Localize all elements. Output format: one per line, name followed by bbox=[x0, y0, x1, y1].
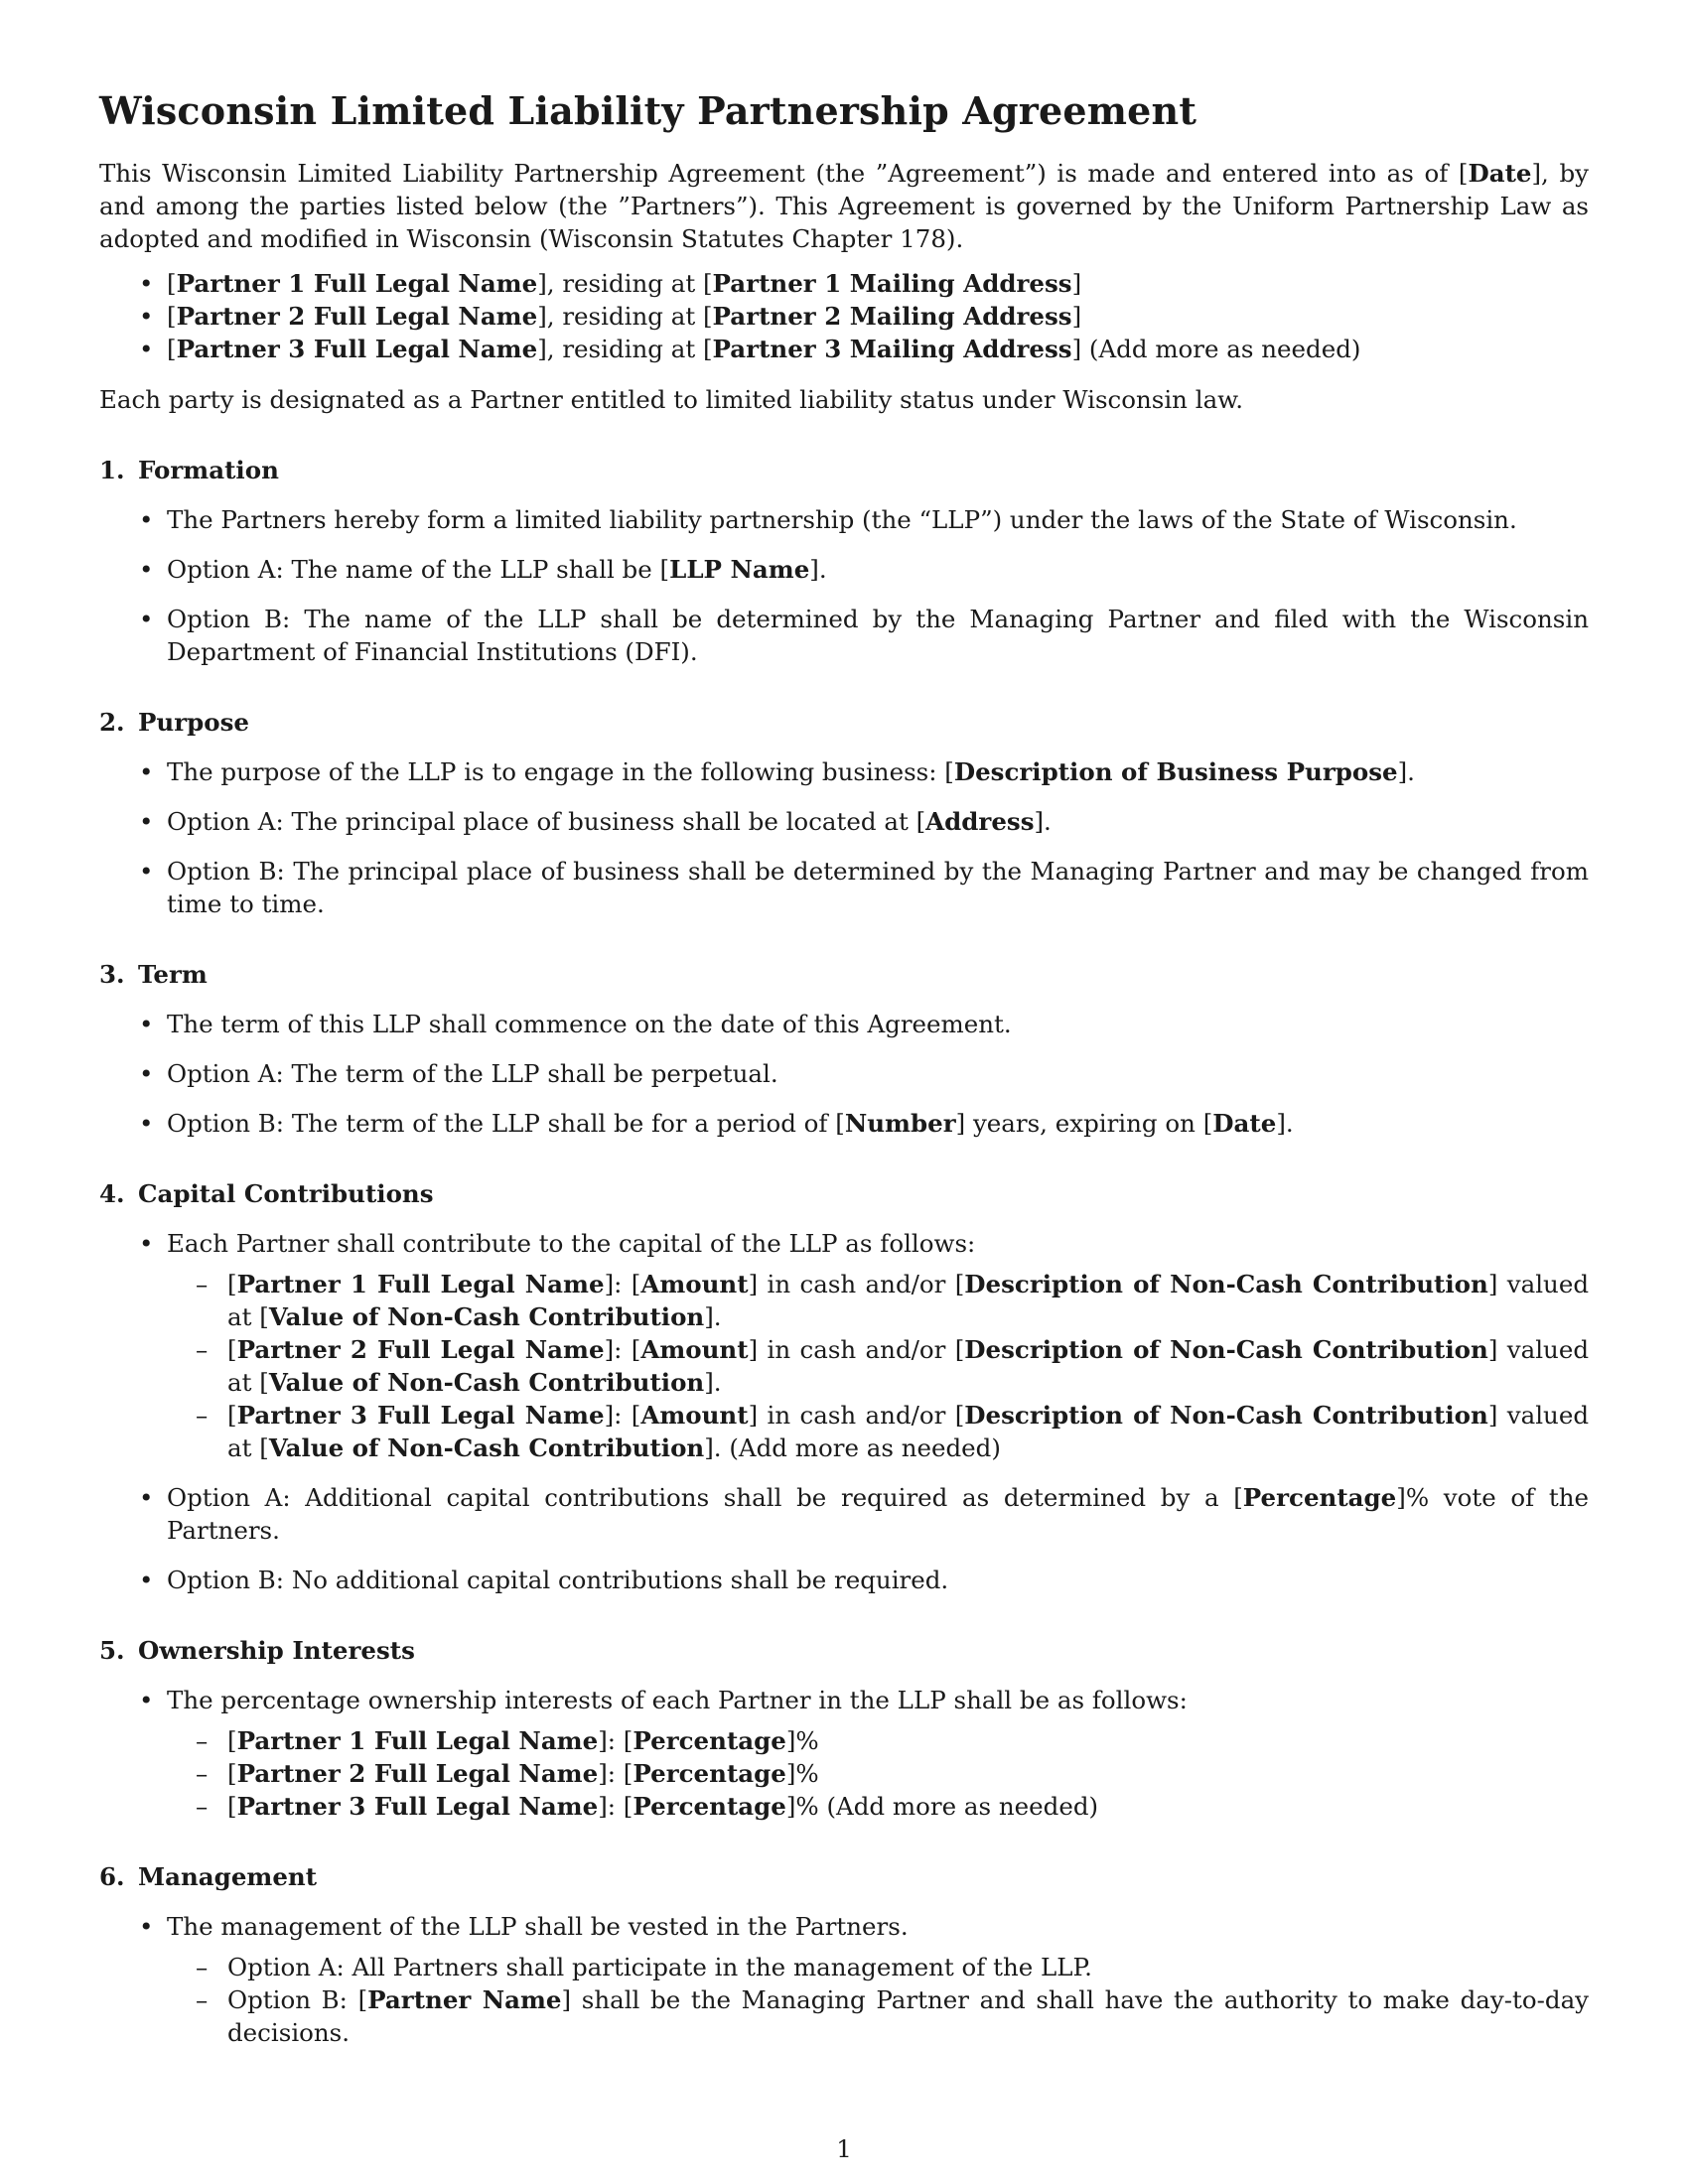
date-placeholder: Date bbox=[1468, 159, 1532, 188]
list-item: • Option A: The name of the LLP shall be [LLP Name]. bbox=[99, 553, 1589, 586]
list-item: • Option B: The name of the LLP shall be determined by the Managing Partner and filed with the Wisconsin Department of Financial Institutions (DFI). bbox=[99, 603, 1589, 668]
sub-list-item: – [Partner 1 Full Legal Name]: [Amount] in cash and/or [Description of Non-Cash Contribution] valued at [Value of Non-Cash Contribution]. bbox=[99, 1268, 1589, 1333]
section-heading: 3. Term bbox=[99, 960, 208, 989]
management-options-list bbox=[167, 1951, 1589, 2049]
list-item: • The purpose of the LLP is to engage in the following business: [Description of Business Purpose]. bbox=[99, 755, 1589, 788]
section-formation bbox=[99, 454, 1589, 668]
list-item: • Option B: No additional capital contributions shall be required. bbox=[99, 1564, 1589, 1596]
section-management bbox=[99, 1860, 1589, 2049]
sub-list-item: – [Partner 1 Full Legal Name]: [Percentage]% bbox=[99, 1724, 1589, 1757]
document-page bbox=[99, 87, 1589, 2087]
sub-list-item: – [Partner 3 Full Legal Name]: [Percentage]% (Add more as needed) bbox=[99, 1790, 1589, 1823]
list-item: • Each Partner shall contribute to the capital of the LLP as follows: – [Partner 1 Full Legal Name]: [Amount] in cash and/or [Description of Non-Cash Contribution] valued at [Value of Non-Cash Contribution]. – [Partner 2 Full Legal Name]: [Amount] in cash and/or [Description of Non-Cash Contribution] valued at [Value of Non-Cash Contribution]. – [Partner 3 Full Legal Name]: [Amount] in cash and/or [Description of Non-Cash Contribution] valued at [Value of Non-Cash Contribution]. (Add more as needed) bbox=[99, 1227, 1589, 1464]
page-number: 1 bbox=[836, 2134, 852, 2163]
list-item: • The Partners hereby form a limited liability partnership (the “LLP”) under the laws of the State of Wisconsin. bbox=[99, 503, 1589, 536]
contribution-list bbox=[167, 1268, 1589, 1464]
partner-list bbox=[99, 267, 1589, 365]
sub-list-item: – [Partner 2 Full Legal Name]: [Percentage]% bbox=[99, 1757, 1589, 1790]
list-item: • [Partner 2 Full Legal Name], residing at [Partner 2 Mailing Address] bbox=[99, 300, 1589, 333]
list-item: • The percentage ownership interests of each Partner in the LLP shall be as follows: – [Partner 1 Full Legal Name]: [Percentage]% – [Partner 2 Full Legal Name]: [Percentage]% – [Partner 3 Full Legal Name]: [Percentage]% (Add more as needed) bbox=[99, 1684, 1589, 1823]
sub-list-item: – Option B: [Partner Name] shall be the Managing Partner and shall have the authority to make day-to-day decisions. bbox=[99, 1983, 1589, 2049]
list-item: • Option B: The principal place of business shall be determined by the Managing Partner and may be changed from time to time. bbox=[99, 855, 1589, 920]
ownership-list bbox=[167, 1724, 1589, 1823]
list-item: • Option A: The term of the LLP shall be perpetual. bbox=[99, 1057, 1589, 1090]
list-item: • Option A: The principal place of business shall be located at [Address]. bbox=[99, 805, 1589, 838]
sub-list-item: – [Partner 3 Full Legal Name]: [Amount] in cash and/or [Description of Non-Cash Contribution] valued at [Value of Non-Cash Contribution]. (Add more as needed) bbox=[99, 1399, 1589, 1464]
list-item: • [Partner 3 Full Legal Name], residing at [Partner 3 Mailing Address] (Add more as needed) bbox=[99, 333, 1589, 365]
list-item: • Option B: The term of the LLP shall be for a period of [Number] years, expiring on [Date]. bbox=[99, 1107, 1589, 1140]
document-title: Wisconsin Limited Liability Partnership Agreement bbox=[99, 88, 1197, 133]
section-heading: 6. Management bbox=[99, 1862, 318, 1891]
list-item: • [Partner 1 Full Legal Name], residing at [Partner 1 Mailing Address] bbox=[99, 267, 1589, 300]
section-purpose bbox=[99, 706, 1589, 920]
sub-list-item: – [Partner 2 Full Legal Name]: [Amount] in cash and/or [Description of Non-Cash Contribution] valued at [Value of Non-Cash Contribution]. bbox=[99, 1333, 1589, 1399]
section-capital-contributions bbox=[99, 1177, 1589, 1596]
list-item: • The term of this LLP shall commence on the date of this Agreement. bbox=[99, 1008, 1589, 1040]
section-heading: 1. Formation bbox=[99, 456, 279, 484]
list-item: • The management of the LLP shall be vested in the Partners. – Option A: All Partners shall participate in the management of the LLP. – Option B: [Partner Name] shall be the Managing Partner and shall have the authority to make day-to-day decisions. bbox=[99, 1910, 1589, 2049]
section-heading: 4. Capital Contributions bbox=[99, 1179, 434, 1208]
section-ownership-interests bbox=[99, 1634, 1589, 1823]
designation-paragraph: Each party is designated as a Partner entitled to limited liability status under Wisconsin law. bbox=[99, 385, 1244, 414]
section-term bbox=[99, 958, 1589, 1140]
list-item: • Option A: Additional capital contributions shall be required as determined by a [Percentage]% vote of the Partners. bbox=[99, 1481, 1589, 1547]
intro-paragraph: This Wisconsin Limited Liability Partnership Agreement (the ”Agreement”) is made and entered into as of [Date], by and among the parties listed below (the ”Partners”). This Agreement is governed by the Uniform Partnership Law as adopted and modified in Wisconsin (Wisconsin Statutes Chapter 178). bbox=[99, 159, 1589, 253]
sub-list-item: – Option A: All Partners shall participate in the management of the LLP. bbox=[99, 1951, 1589, 1983]
section-heading: 2. Purpose bbox=[99, 708, 249, 737]
section-heading: 5. Ownership Interests bbox=[99, 1636, 415, 1665]
